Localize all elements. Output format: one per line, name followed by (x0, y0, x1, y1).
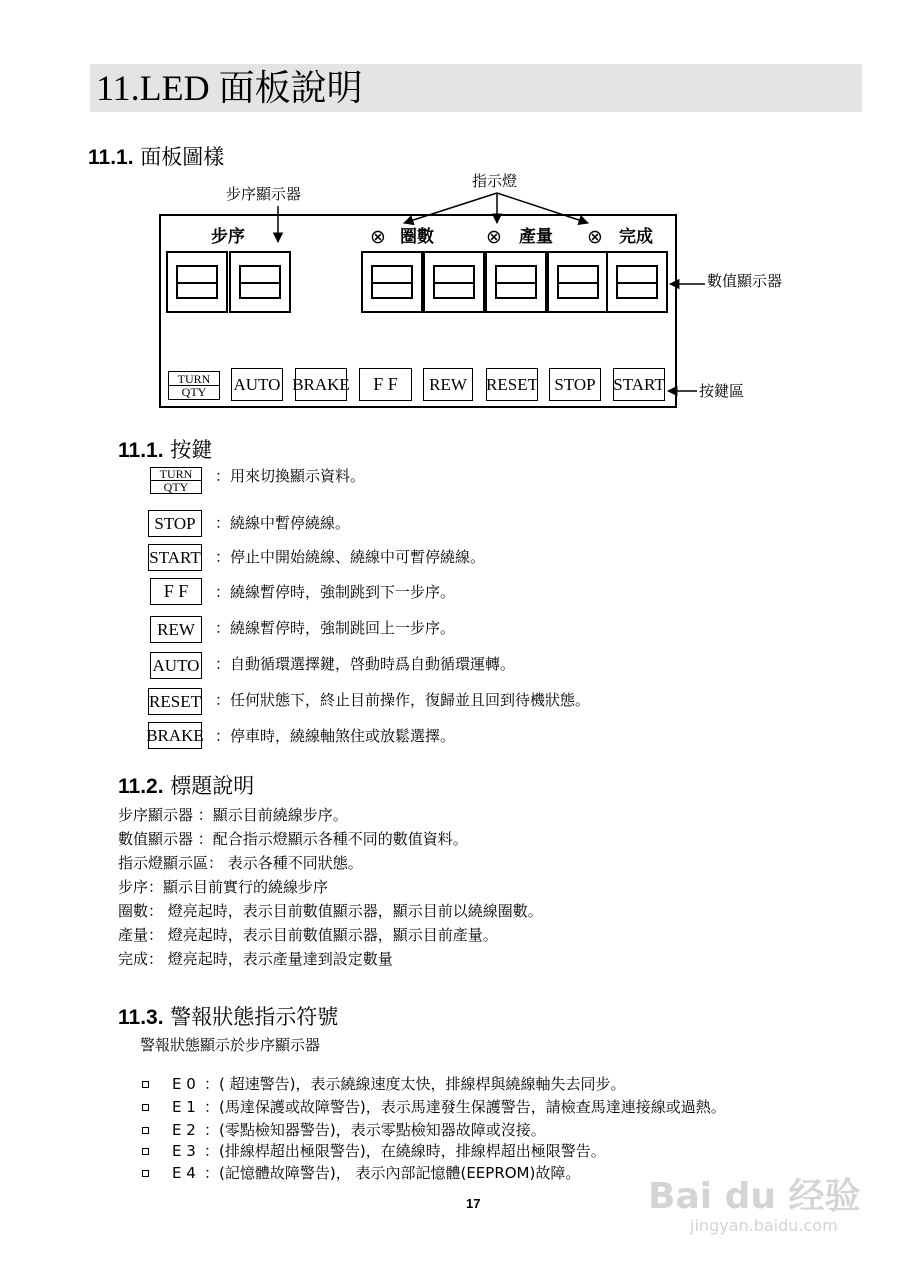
key-desc-stop: ：繞線中暫停繞線。 (215, 514, 351, 532)
alarm-code: E 3 (172, 1142, 196, 1160)
section-titles-heading (118, 774, 254, 799)
title-line: 產量： 燈亮起時，表示目前數值顯示器，顯示目前產量。 (118, 926, 498, 944)
key-desc-auto: ：自動循環選擇鍵，啓動時爲自動循環運轉。 (215, 655, 516, 673)
start-key[interactable]: START (613, 368, 665, 401)
alarm-desc: ：(馬達保護或故障警告)，表示馬達發生保護警告，請檢查馬達連接線或過熱。 (204, 1098, 726, 1116)
title-line: 圈數： 燈亮起時，表示目前數值顯示器，顯示目前以繞線圈數。 (118, 902, 543, 920)
value-digit (606, 251, 668, 313)
stop-key[interactable]: STOP (549, 368, 601, 401)
section-number: 11.1. (118, 439, 164, 462)
title-line: 指示燈顯示區： 表示各種不同狀態。 (118, 854, 363, 872)
value-digit (547, 251, 609, 313)
key-desc-reset: ：任何狀態下，終止目前操作，復歸並且回到待機狀態。 (215, 691, 591, 709)
page-number: 17 (466, 1196, 481, 1211)
section-title: 警報狀態指示符號 (170, 1005, 339, 1029)
lamp-label-turns: 圈數 (400, 227, 434, 247)
auto-key[interactable]: AUTO (231, 368, 283, 401)
lamp-icon: ⊗ (370, 226, 386, 248)
step-digit (166, 251, 228, 313)
chapter-title: 11.LED 面板說明 (96, 68, 363, 108)
rew-key[interactable]: REW (150, 616, 202, 643)
turn-qty-key[interactable] (150, 467, 202, 494)
section-title: 按鍵 (170, 438, 213, 462)
lamp-label-complete: 完成 (619, 227, 653, 247)
qty-label: QTY (181, 385, 207, 399)
key-desc-rew: ：繞線暫停時，強制跳回上一步序。 (215, 619, 456, 637)
bullet-icon (142, 1081, 149, 1088)
alarm-code: E 2 (172, 1121, 196, 1139)
title-line: 步序：顯示目前實行的繞線步序 (118, 878, 329, 896)
alarm-code: E 4 (172, 1164, 196, 1182)
reset-key[interactable]: RESET (486, 368, 538, 401)
lamp-icon: ⊗ (587, 226, 603, 248)
start-key[interactable]: START (148, 544, 202, 571)
key-desc-turn-qty: ：用來切換顯示資料。 (215, 467, 366, 485)
value-digit (361, 251, 423, 313)
panel-step-label: 步序 (211, 227, 245, 247)
brake-key[interactable]: BRAKE (148, 722, 202, 749)
section-title: 面板圖樣 (140, 145, 225, 169)
watermark-brand: Bai du 经验 (648, 1176, 861, 1217)
qty-label: QTY (163, 480, 189, 494)
turn-qty-key[interactable] (168, 371, 220, 400)
lamp-label-output: 產量 (519, 227, 553, 247)
lamp-icon: ⊗ (486, 226, 502, 248)
alarm-subtitle: 警報狀態顯示於步序顯示器 (140, 1036, 321, 1054)
value-digit (485, 251, 547, 313)
section-number: 11.3. (118, 1006, 164, 1029)
stop-key[interactable]: STOP (148, 510, 202, 537)
step-display-callout: 步序顯示器 (226, 185, 302, 203)
section-number: 11.2. (118, 775, 164, 798)
alarm-code: E 0 (172, 1075, 196, 1093)
title-line: 數值顯示器 ：配合指示燈顯示各種不同的數值資料。 (118, 830, 468, 848)
alarm-desc: ：(排線桿超出極限警告)，在繞線時，排線桿超出極限警告。 (204, 1142, 606, 1160)
brake-key[interactable]: BRAKE (295, 368, 347, 401)
alarm-desc: ：(記憶體故障警告)， 表示內部記憶體(EEPROM)故障。 (204, 1164, 581, 1182)
key-desc-start: ：停止中開始繞線、繞線中可暫停繞線。 (215, 548, 486, 566)
title-line: 步序顯示器 ：顯示目前繞線步序。 (118, 806, 348, 824)
watermark-url: jingyan.baidu.com (690, 1216, 838, 1235)
key-area-callout: 按鍵區 (699, 382, 745, 400)
indicator-callout: 指示燈 (472, 172, 518, 190)
bullet-icon (142, 1127, 149, 1134)
value-display-callout: 數值顯示器 (707, 272, 783, 290)
ff-key[interactable]: F F (150, 578, 202, 605)
key-desc-brake: ：停車時，繞線軸煞住或放鬆選擇。 (215, 727, 456, 745)
bullet-icon (142, 1170, 149, 1177)
ff-key[interactable]: F F (359, 368, 412, 401)
section-alarm-heading (118, 1005, 338, 1030)
value-digit (423, 251, 485, 313)
auto-key[interactable]: AUTO (150, 652, 202, 679)
rew-key[interactable]: REW (423, 368, 473, 401)
step-digit (229, 251, 291, 313)
title-line: 完成： 燈亮起時，表示產量達到設定數量 (118, 950, 393, 968)
bullet-icon (142, 1104, 149, 1111)
alarm-code: E 1 (172, 1098, 196, 1116)
turn-label: TURN (177, 372, 211, 386)
reset-key[interactable]: RESET (148, 688, 202, 715)
alarm-desc: ：(零點檢知器警告)，表示零點檢知器故障或沒接。 (204, 1121, 546, 1139)
alarm-desc: ：( 超速警告)，表示繞線速度太快，排線桿與繞線軸失去同步。 (204, 1075, 626, 1093)
section-number: 11.1. (88, 146, 134, 169)
bullet-icon (142, 1148, 149, 1155)
section-keys-heading (118, 438, 212, 463)
key-desc-ff: ：繞線暫停時，強制跳到下一步序。 (215, 583, 456, 601)
section-title: 標題說明 (170, 774, 255, 798)
turn-label: TURN (159, 467, 193, 481)
